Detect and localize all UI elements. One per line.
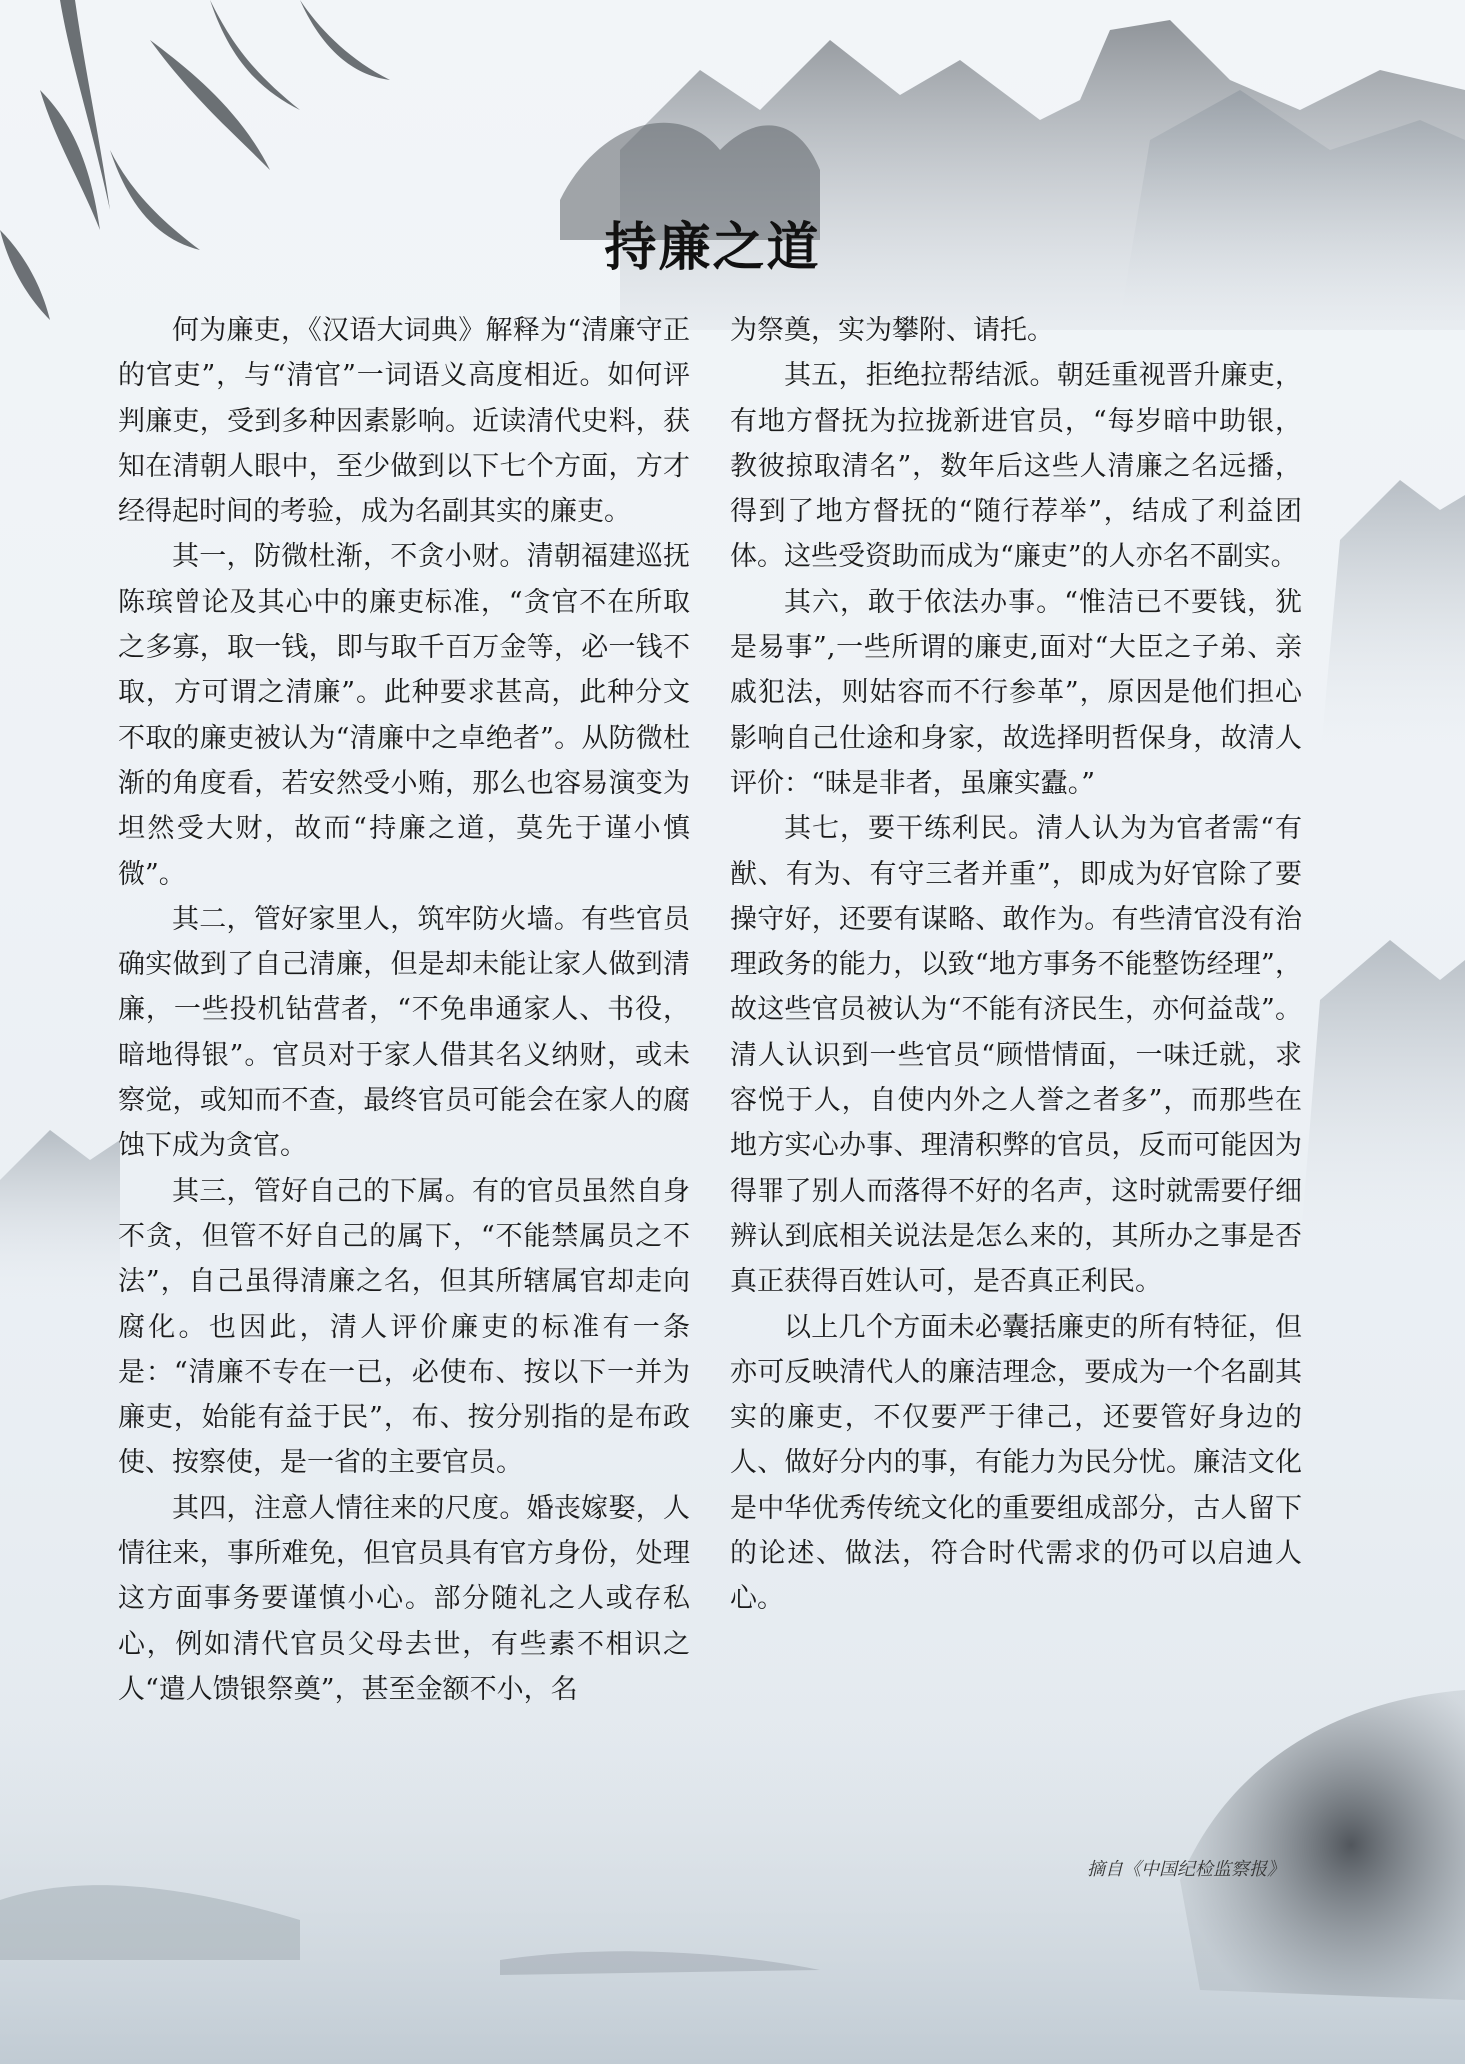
paragraph-intro: 何为廉吏，《汉语大词典》解释为“清廉守正的官吏”，与“清官”一词语义高度相近。如何评判廉吏，受到多种因素影响。近读清代史料，获知在清朝人眼中，至少做到以下七个方面，方才经得起时间的考验，成为名副其实的廉吏。 — [118, 315, 690, 528]
paragraph-conclusion: 以上几个方面未必囊括廉吏的所有特征，但亦可反映清代人的廉洁理念，要成为一个名副其实的廉吏，不仅要严于律己，还要管好身边的人、做好分内的事，有能力为民分忧。廉洁文化是中华优秀传统文化的重要组成部分，古人留下的论述、做法，符合时代需求的仍可以启迪人心。 — [730, 1311, 1302, 1615]
top-mountains — [560, 20, 1465, 330]
left-mountain — [0, 1130, 120, 1300]
paragraph-point-1: 其一，防微杜渐，不贪小财。清朝福建巡抚陈瑸曾论及其心中的廉吏标准，“贪官不在所取之多寡，取一钱，即与取千百万金等，必一钱不取，方可谓之清廉”。此种要求甚高，此种分文不取的廉吏被认为“清廉中之卓绝者”。从防微杜渐的角度看，若安然受小贿，那么也容易演变为坦然受大财，故而“持廉之道，莫先于谨小慎微”。 — [118, 541, 690, 890]
paragraph-point-4-continued: 为祭奠，实为攀附、请托。 — [730, 315, 1054, 346]
paragraph-point-6: 其六，敢于依法办事。“惟洁已不要钱，犹是易事”,一些所谓的廉吏,面对“大臣之子弟、亲戚犯法，则姑容而不行参革”，原因是他们担心影响自己仕途和身家，故选择明哲保身，故清人评价：“昧是非者，虽廉实蠹。” — [730, 586, 1302, 799]
paragraph-point-5: 其五，拒绝拉帮结派。朝廷重视晋升廉吏，有地方督抚为拉拢新进官员，“每岁暗中助银，教彼掠取清名”，数年后这些人清廉之名远播，得到了地方督抚的“随行荐举”，结成了利益团体。这些受资助而成为“廉吏”的人亦名不副实。 — [730, 360, 1302, 573]
paragraph-point-4: 其四，注意人情往来的尺度。婚丧嫁娶，人情往来，事所难免，但官员具有官方身份，处理这方面事务要谨慎小心。部分随礼之人或存私心，例如清代官员父母去世，有些素不相识之人“遣人馈银祭奠”，甚至金额不小，名 — [118, 1492, 690, 1705]
article-title: 持廉之道 — [604, 217, 821, 278]
paragraph-point-3: 其三，管好自己的下属。有的官员虽然自身不贪，但管不好自己的属下，“不能禁属员之不法”，自己虽得清廉之名，但其所辖属官却走向腐化。也因此，清人评价廉吏的标准有一条是：“清廉不专在一已，必使布、按以下一并为廉吏，始能有益于民”，布、按分别指的是布政使、按察使，是一省的主要官员。 — [118, 1175, 690, 1479]
right-text-column — [730, 308, 1302, 1622]
right-mountain-middle — [1300, 940, 1465, 1250]
right-mountain-upper — [1320, 480, 1465, 760]
source-credit: 摘自《中国纪检监察报》 — [1087, 1859, 1285, 1880]
paragraph-point-2: 其二，管好家里人，筑牢防火墙。有些官员确实做到了自己清廉，但是却未能让家人做到清廉，一些投机钻营者，“不免串通家人、书役，暗地得银”。官员对于家人借其名义纳财，或未察觉，或知而不查，最终官员可能会在家人的腐蚀下成为贪官。 — [118, 903, 690, 1162]
paragraph-point-7: 其七，要干练利民。清人认为为官者需“有猷、有为、有守三者并重”，即成为好官除了要操守好，还要有谋略、敢作为。有些清官没有治理政务的能力，以致“地方事务不能整饬经理”，故这些官员被认为“不能有济民生，亦何益哉”。清人认识到一些官员“顾惜情面，一味迁就，求容悦于人，自使内外之人誉之者多”，而那些在地方实心办事、理清积弊的官员，反而可能因为得罪了别人而落得不好的名声，这时就需要仔细辨认到底相关说法是怎么来的，其所办之事是否真正获得百姓认可，是否真正利民。 — [730, 813, 1302, 1298]
left-text-column — [118, 308, 690, 1712]
